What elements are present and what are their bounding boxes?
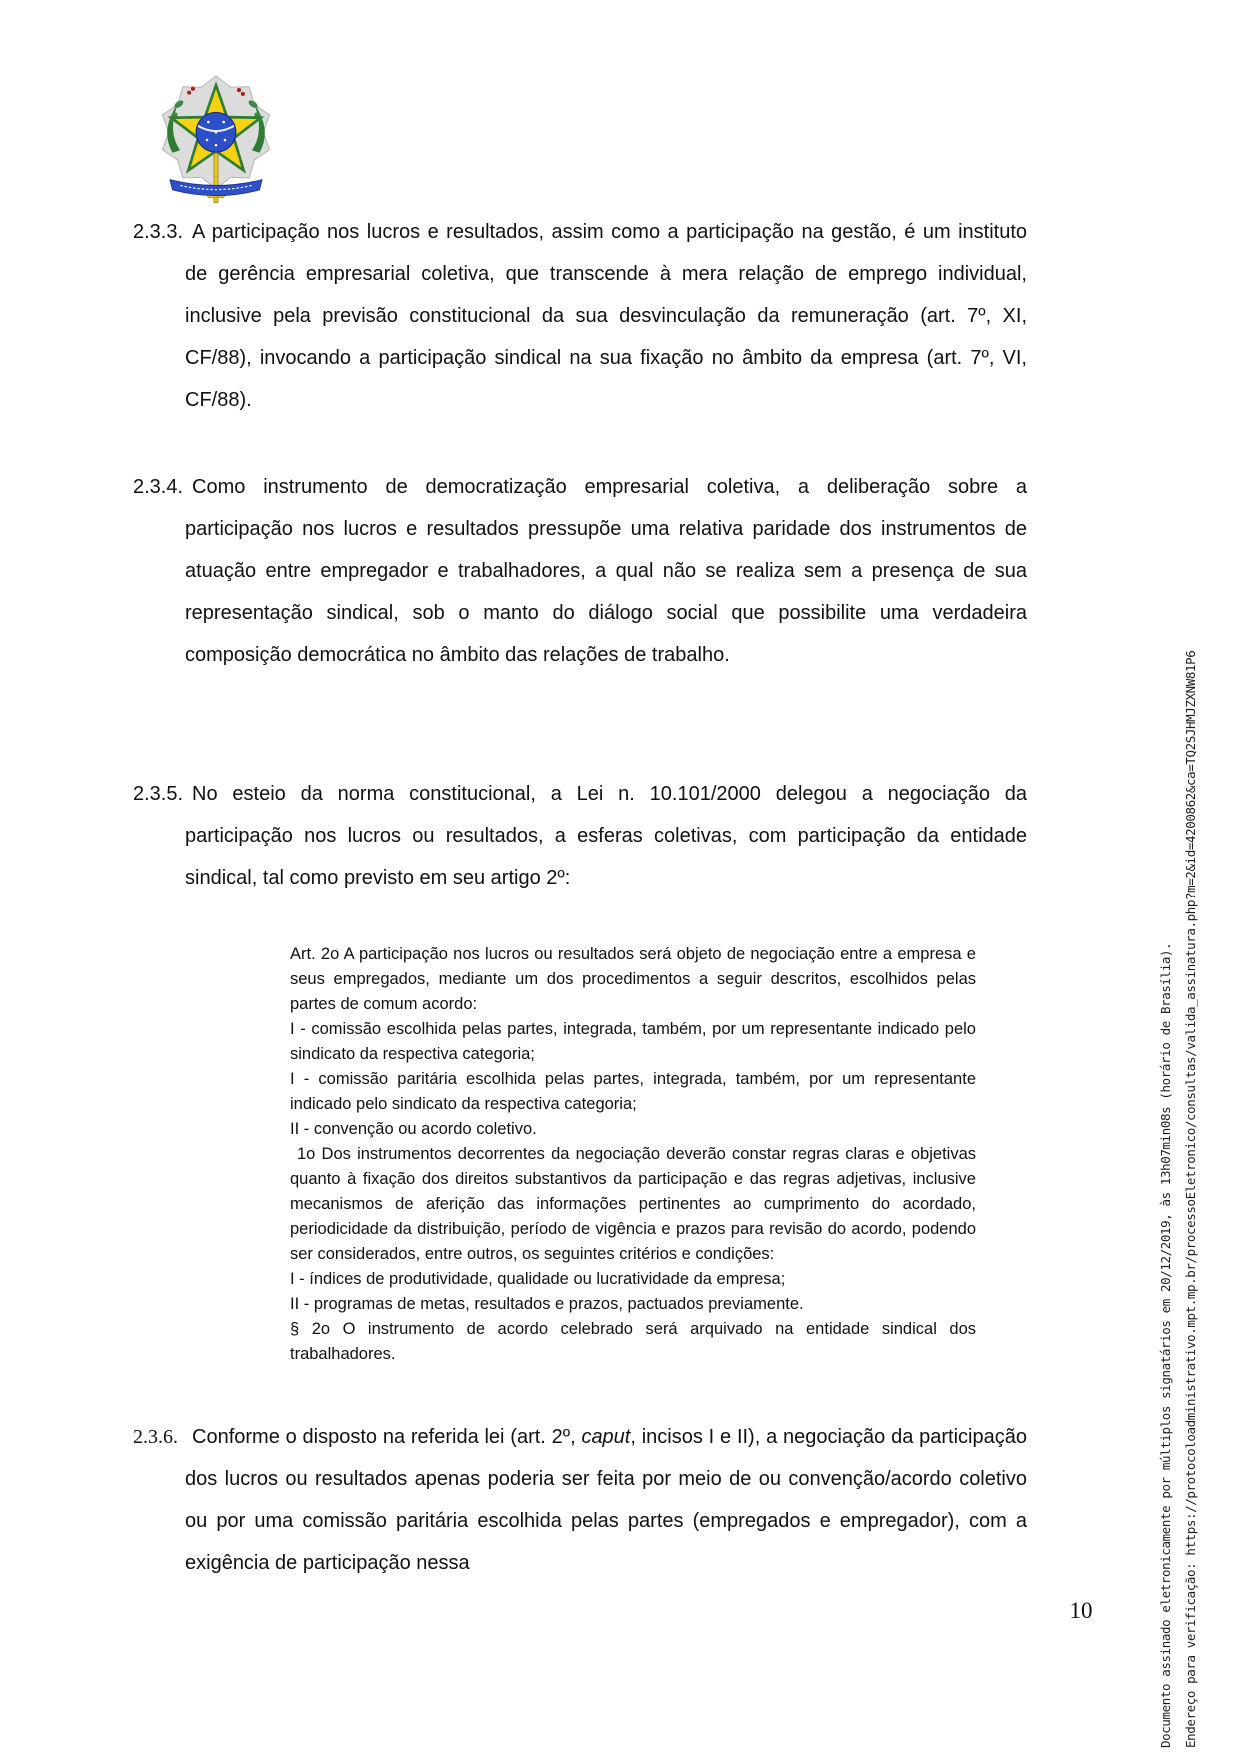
page-number: 10: [1069, 1598, 1093, 1623]
quote-segment: Art. 2o A participação nos lucros ou resultados será objeto de negociação entre a empresa e seus empregados, mediante um dos procedimentos a seguir descritos, escolhidos pelas partes de comum acordo:: [290, 945, 976, 1013]
quote-segment: § 2o O instrumento de acordo celebrado será arquivado na entidade sindical dos trabalhadores.: [290, 1320, 976, 1363]
paragraph-2-3-6: [133, 1416, 1027, 1584]
paragraph-number: 2.3.3.: [133, 221, 184, 243]
quote-segment: I - comissão escolhida pelas partes, integrada, também, por um representante indicado pelo sindicato da respectiva categoria;: [290, 1020, 976, 1063]
quote-segment: 1o Dos instrumentos decorrentes da negociação deverão constar regras claras e objetivas quanto à fixação dos direitos substantivos da participação e das regras adjetivas, inclusive mecanismos de aferição das informações pertinentes ao cumprimento do acordado, periodicidade da distribuição, período de vigência e prazos para revisão do acordo, podendo ser considerados, entre outros, os seguintes critérios e condições:: [290, 1145, 976, 1263]
paragraph-text: , incisos I e II), a negociação da participação dos lucros ou resultados apenas poderia ser feita por meio de ou convenção/acordo coletivo ou por uma comissão paritária escolhida pelas partes (empregados e empregador), com a exigência de participação nessa: [185, 1426, 1027, 1574]
paragraph-text: No esteio da norma constitucional, a Lei n. 10.101/2000 delegou a negociação da participação nos lucros ou resultados, a esferas coletivas, com participação da entidade sindical, tal como previsto em seu artigo 2º:: [185, 783, 1027, 889]
signature-stamp-line1: Documento assinado eletronicamente por múltiplos signatários em 20/12/2019, às 13h07min08s (horário de Brasília).: [1158, 942, 1173, 1748]
paragraph-text: Conforme o disposto na referida lei (art. 2º,: [192, 1426, 582, 1448]
brazil-coat-of-arms-icon: [152, 72, 280, 208]
paragraph-2-3-4: [133, 466, 1027, 676]
paragraph-number: 2.3.6.: [133, 1426, 178, 1448]
signature-stamp-line2: Endereço para verificação: https://protocoloadministrativo.mpt.mp.br/processoEletronico/consultas/valida_assinatura.php?m=2&id=4200862&ca=TQ2SJHMJZXNW81P6: [1183, 650, 1198, 1748]
paragraph-text-italic: caput: [581, 1426, 631, 1448]
paragraph-text: A participação nos lucros e resultados, assim como a participação na gestão, é um instituto de gerência empresarial coletiva, que transcende à mera relação de emprego individual, inclusive pela previsão constitucional da sua desvinculação da remuneração (art. 7º, XI, CF/88), invocando a participação sindical na sua fixação no âmbito da empresa (art. 7º, VI, CF/88).: [185, 221, 1027, 411]
paragraph-number: 2.3.4.: [133, 476, 184, 498]
statute-quote-block: [290, 942, 976, 1367]
paragraph-2-3-5: [133, 773, 1027, 899]
quote-segment: II - convenção ou acordo coletivo.: [290, 1120, 537, 1138]
paragraph-number: 2.3.5.: [133, 783, 184, 805]
quote-segment: I - comissão paritária escolhida pelas partes, integrada, também, por um representante indicado pelo sindicato da respectiva categoria;: [290, 1070, 976, 1113]
paragraph-text: Como instrumento de democratização empresarial coletiva, a deliberação sobre a participação nos lucros e resultados pressupõe uma relativa paridade dos instrumentos de atuação entre empregador e trabalhadores, a qual não se realiza sem a presença de sua representação sindical, sob o manto do diálogo social que possibilite uma verdadeira composição democrática no âmbito das relações de trabalho.: [185, 476, 1027, 666]
quote-segment: I - índices de produtividade, qualidade ou lucratividade da empresa;: [290, 1270, 786, 1288]
paragraph-2-3-3: [133, 211, 1027, 421]
quote-segment: II - programas de metas, resultados e prazos, pactuados previamente.: [290, 1295, 804, 1313]
